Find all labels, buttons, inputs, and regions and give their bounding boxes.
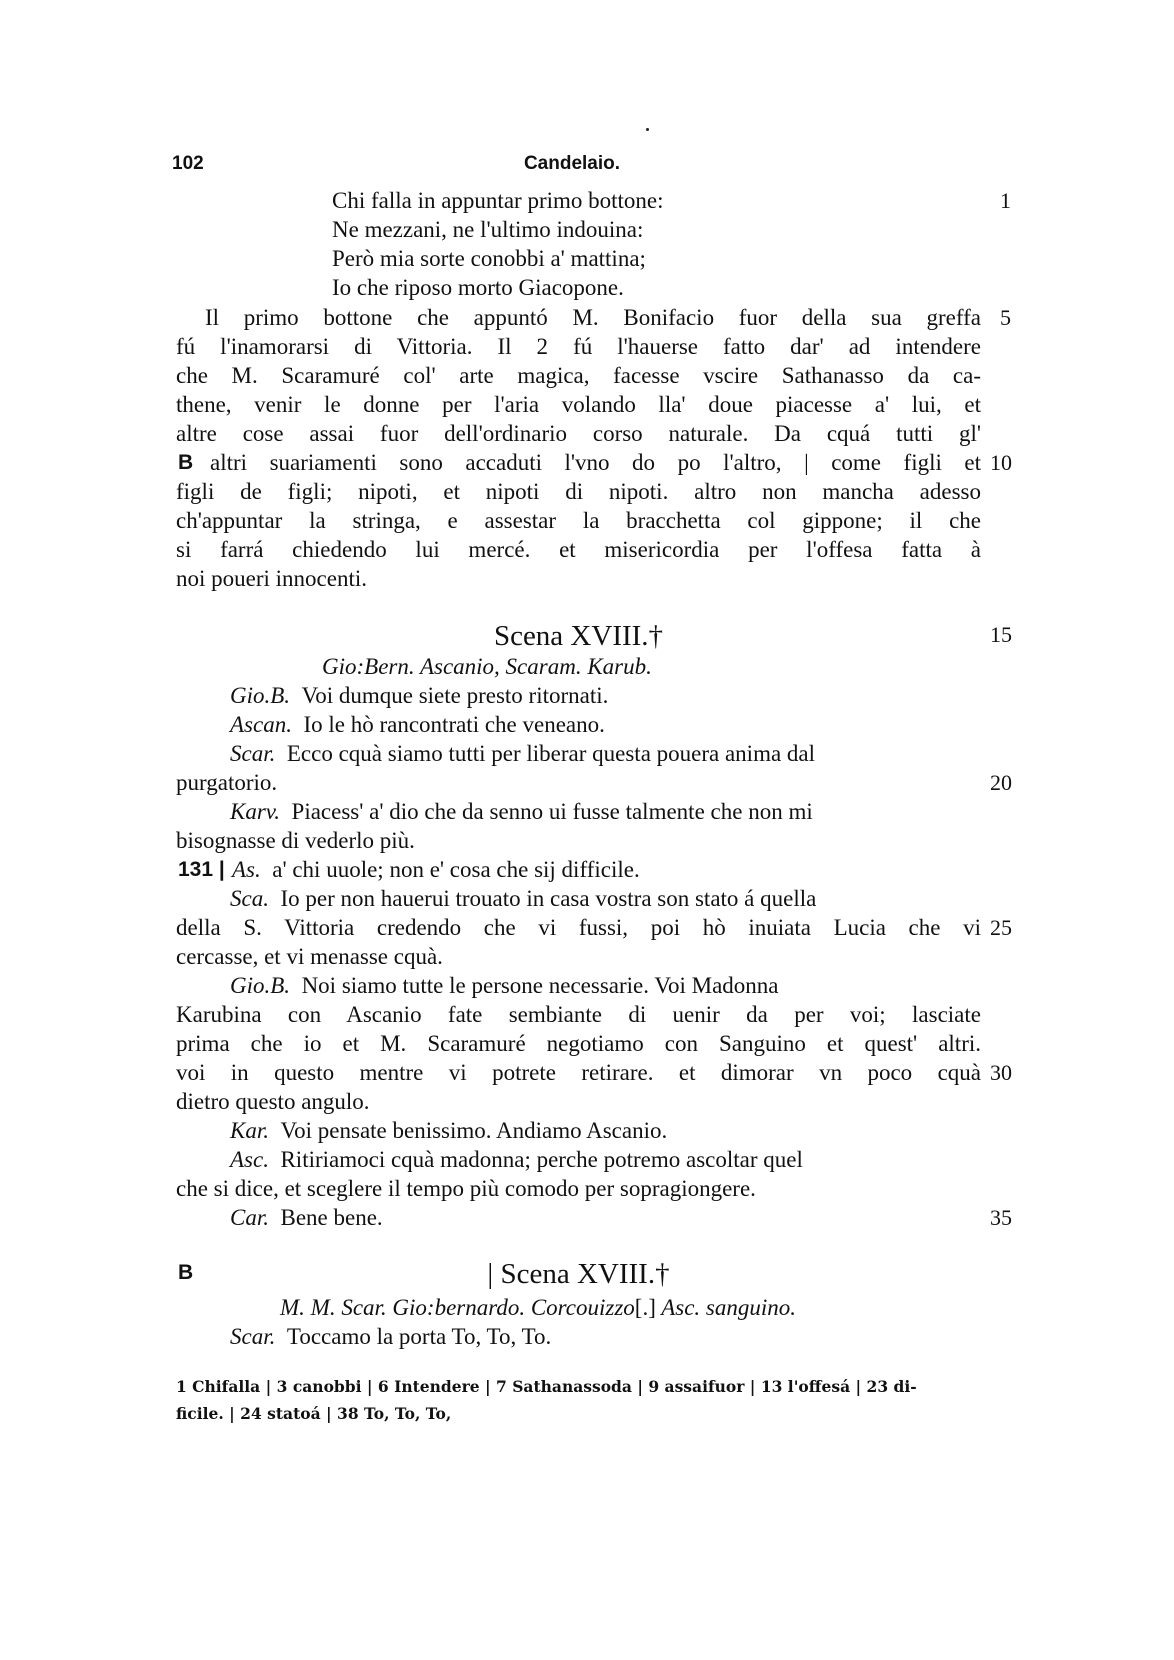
speaker: Gio.B. — [230, 683, 291, 708]
running-title: Candelaio. — [523, 153, 621, 174]
scene-persons: Gio:Bern. Ascanio, Scaram. Karub. — [322, 654, 652, 679]
speech: Bene bene. — [280, 1205, 383, 1230]
line-number: 25 — [990, 915, 1012, 940]
dialogue-cont: purgatorio. — [176, 770, 278, 795]
margin-mark-b: B — [178, 1261, 194, 1284]
dialogue-line — [230, 1116, 981, 1146]
persons-list: Asc. sanguino. — [661, 1295, 797, 1320]
margin-mark-b: B — [178, 451, 194, 474]
speck — [646, 128, 649, 131]
verse-line: Chi falla in appuntar primo bottone: — [332, 188, 664, 213]
speech: Ritiriamoci cquà madonna; perche potremo ascoltar quel — [280, 1147, 803, 1172]
page-number: 102 — [172, 153, 204, 174]
speech: Noi siamo tutte le persone necessarie. Voi Madonna — [301, 973, 779, 998]
speaker: Asc. — [230, 1147, 269, 1172]
line-number: 35 — [990, 1205, 1012, 1230]
prose-line: altri suariamenti sono accaduti l'vno do po l'altro, | come figli et — [210, 450, 981, 475]
line-number: 5 — [1000, 305, 1011, 330]
persons-list: M. M. Scar. Gio:bernardo. Corcouizzo — [280, 1295, 635, 1320]
dialogue-line — [230, 1322, 981, 1352]
scene-heading: Scena XVIII.† — [493, 620, 664, 652]
scene-heading: | Scena XVIII.† — [487, 1258, 670, 1290]
prose-line: figli de figli; nipoti, et nipoti di nipoti. altro non mancha adesso — [176, 479, 981, 504]
speech: Toccamo la porta To, To, To. — [286, 1324, 552, 1349]
dialogue-line — [230, 884, 981, 914]
speech: Piacess' a' dio che da senno ui fusse talmente che non mi — [291, 799, 813, 824]
dialogue-cont: voi in questo mentre vi potrete retirare. et dimorar vn poco cquà — [176, 1060, 981, 1085]
scene-persons — [280, 1293, 796, 1323]
footnote-line: ficile. | 24 statoá | 38 To, To, To, — [176, 1404, 452, 1423]
line-number: 30 — [990, 1060, 1012, 1085]
prose-line: ch'appuntar la stringa, e assestar la bracchetta col gippone; il che — [176, 508, 981, 533]
dialogue-cont: prima che io et M. Scaramuré negotiamo con Sanguino et quest' altri. — [176, 1031, 981, 1056]
speech: Voi dumque siete presto ritornati. — [301, 683, 609, 708]
speaker: Sca. — [230, 886, 269, 911]
dialogue-cont: bisognasse di vederlo più. — [176, 828, 415, 853]
dialogue-cont: della S. Vittoria credendo che vi fussi, poi hò inuiata Lucia che vi — [176, 915, 981, 940]
editorial-bracket: [.] — [634, 1295, 656, 1320]
line-number: 1 — [1000, 188, 1011, 213]
verse-line: Ne mezzani, ne l'ultimo indouina: — [332, 217, 644, 242]
dialogue-line — [230, 710, 981, 740]
dialogue-line — [230, 739, 981, 769]
prose-line: noi poueri innocenti. — [176, 566, 367, 591]
speech: Ecco cquà siamo tutti per liberar questa pouera anima dal — [286, 741, 816, 766]
footnote-line: 1 Chifalla | 3 canobbi | 6 Intendere | 7 Sathanassoda | 9 assaifuor | 13 l'offesá | 23 di- — [176, 1377, 917, 1396]
line-number: 20 — [990, 770, 1012, 795]
speaker: Ascan. — [230, 712, 292, 737]
dialogue-line — [232, 855, 981, 885]
prose-line: altre cose assai fuor dell'ordinario corso naturale. Da cquá tutti gl' — [176, 421, 981, 446]
speaker: Gio.B. — [230, 973, 291, 998]
verse-line: Io che riposo morto Giacopone. — [332, 275, 624, 300]
prose-line: Il primo bottone che appuntó M. Bonifacio fuor della sua greffa — [205, 305, 981, 330]
prose-line: thene, venir le donne per l'aria volando lla' doue piacesse a' lui, et — [176, 392, 981, 417]
margin-ref: 131 | — [178, 858, 225, 881]
line-number: 15 — [990, 622, 1012, 647]
speech: a' chi uuole; non e' cosa che sij difficile. — [272, 857, 640, 882]
speech: Io per non hauerui trouato in casa vostra son stato á quella — [280, 886, 817, 911]
speaker: Scar. — [230, 1324, 276, 1349]
speaker: Karv. — [230, 799, 281, 824]
running-header — [172, 153, 972, 183]
prose-line: si farrá chiedendo lui mercé. et misericordia per l'offesa fatta à — [176, 537, 981, 562]
speech: Voi pensate benissimo. Andiamo Ascanio. — [280, 1118, 668, 1143]
prose-line: che M. Scaramuré col' arte magica, facesse vscire Sathanasso da ca- — [176, 363, 981, 388]
dialogue-line — [230, 1145, 981, 1175]
dialogue-cont: Karubina con Ascanio fate sembiante di uenir da per voi; lasciate — [176, 1002, 981, 1027]
speaker: Car. — [230, 1205, 269, 1230]
dialogue-cont: che si dice, et sceglere il tempo più comodo per sopragiongere. — [176, 1176, 756, 1201]
dialogue-cont: cercasse, et vi menasse cquà. — [176, 944, 443, 969]
speech: Io le hò rancontrati che veneano. — [303, 712, 605, 737]
dialogue-cont: dietro questo angulo. — [176, 1089, 370, 1114]
dialogue-line — [230, 681, 981, 711]
line-number: 10 — [990, 450, 1012, 475]
verse-line: Però mia sorte conobbi a' mattina; — [332, 246, 646, 271]
prose-line: fú l'inamorarsi di Vittoria. Il 2 fú l'hauerse fatto dar' ad intendere — [176, 334, 981, 359]
speaker: Scar. — [230, 741, 276, 766]
dialogue-line — [230, 797, 981, 827]
dialogue-line — [230, 1203, 981, 1233]
speaker: Kar. — [230, 1118, 269, 1143]
dialogue-line — [230, 971, 981, 1001]
speaker: As. — [232, 857, 261, 882]
